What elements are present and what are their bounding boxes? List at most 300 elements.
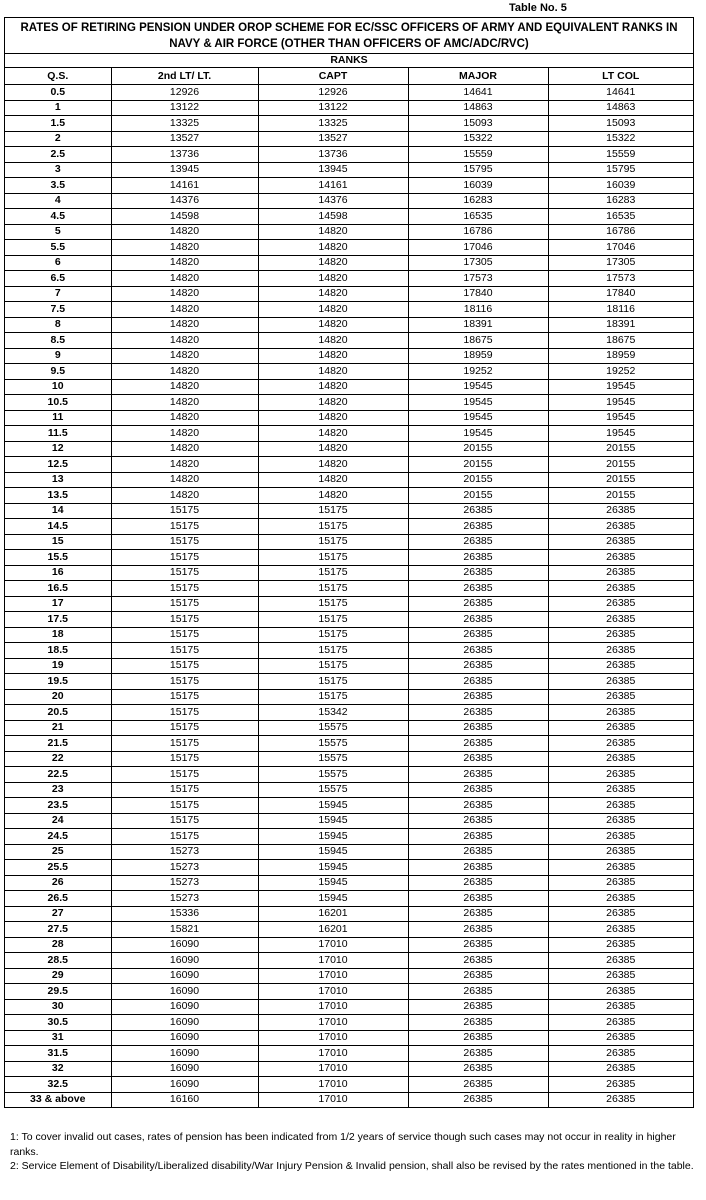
capt-cell: 14820 <box>258 271 408 287</box>
major-cell: 26385 <box>408 1092 548 1107</box>
lt-col-cell: 19252 <box>548 364 693 380</box>
major-cell: 19545 <box>408 379 548 395</box>
qs-cell: 22 <box>5 751 111 767</box>
lt-cell: 14820 <box>111 457 258 473</box>
lt-cell: 14820 <box>111 348 258 364</box>
ranks-header: RANKS <box>5 54 693 68</box>
qs-cell: 18.5 <box>5 643 111 659</box>
table-row <box>5 736 693 752</box>
qs-cell: 27 <box>5 906 111 922</box>
qs-cell: 8.5 <box>5 333 111 349</box>
lt-cell: 15175 <box>111 627 258 643</box>
table-row <box>5 286 693 302</box>
lt-cell: 15175 <box>111 674 258 690</box>
capt-cell: 17010 <box>258 953 408 969</box>
lt-cell: 15273 <box>111 891 258 907</box>
qs-cell: 20 <box>5 689 111 705</box>
lt-cell: 15175 <box>111 813 258 829</box>
qs-cell: 4.5 <box>5 209 111 225</box>
major-cell: 26385 <box>408 984 548 1000</box>
table-row <box>5 643 693 659</box>
qs-cell: 16.5 <box>5 581 111 597</box>
capt-cell: 17010 <box>258 968 408 984</box>
major-cell: 26385 <box>408 581 548 597</box>
qs-cell: 9 <box>5 348 111 364</box>
capt-cell: 14161 <box>258 178 408 194</box>
lt-col-cell: 26385 <box>548 767 693 783</box>
capt-cell: 14376 <box>258 193 408 209</box>
lt-cell: 16090 <box>111 937 258 953</box>
lt-cell: 15273 <box>111 844 258 860</box>
lt-col-cell: 20155 <box>548 488 693 504</box>
table-row <box>5 953 693 969</box>
lt-col-cell: 17573 <box>548 271 693 287</box>
table-row <box>5 937 693 953</box>
major-cell: 18675 <box>408 333 548 349</box>
major-cell: 20155 <box>408 441 548 457</box>
qs-cell: 30 <box>5 999 111 1015</box>
capt-cell: 13527 <box>258 131 408 147</box>
major-cell: 26385 <box>408 534 548 550</box>
column-header-qs: Q.S. <box>5 68 111 85</box>
capt-cell: 15175 <box>258 612 408 628</box>
table-row <box>5 596 693 612</box>
lt-col-cell: 26385 <box>606 1093 636 1106</box>
table-row <box>5 85 693 101</box>
lt-col-cell: 15795 <box>548 162 693 178</box>
lt-col-cell: 14863 <box>548 100 693 116</box>
lt-col-cell: 26385 <box>548 736 693 752</box>
capt-cell: 15945 <box>258 875 408 891</box>
major-cell: 26385 <box>408 550 548 566</box>
lt-col-cell: 26385 <box>548 782 693 798</box>
table-row <box>5 472 693 488</box>
lt-col-cell: 26385 <box>548 875 693 891</box>
major-cell: 16039 <box>408 178 548 194</box>
table-row <box>5 317 693 333</box>
qs-cell: 21 <box>5 720 111 736</box>
lt-col-cell: 26385 <box>548 612 693 628</box>
capt-cell: 13325 <box>258 116 408 132</box>
major-cell: 26385 <box>408 689 548 705</box>
capt-cell: 14820 <box>258 286 408 302</box>
lt-cell: 14820 <box>111 441 258 457</box>
qs-cell: 22.5 <box>5 767 111 783</box>
lt-col-cell: 19545 <box>548 410 693 426</box>
capt-cell: 15175 <box>258 565 408 581</box>
qs-cell: 14.5 <box>5 519 111 535</box>
major-cell: 26385 <box>408 720 548 736</box>
table-row <box>5 193 693 209</box>
major-cell: 16786 <box>408 224 548 240</box>
lt-col-cell: 19545 <box>548 426 693 442</box>
table-row <box>5 860 693 876</box>
lt-cell: 14820 <box>111 395 258 411</box>
major-cell: 19545 <box>408 395 548 411</box>
table-row <box>5 813 693 829</box>
lt-col-cell: 26385 <box>548 953 693 969</box>
lt-cell: 15175 <box>111 705 258 721</box>
lt-cell: 14820 <box>111 224 258 240</box>
capt-cell: 14820 <box>258 240 408 256</box>
lt-cell: 14376 <box>111 193 258 209</box>
lt-col-cell: 26385 <box>548 596 693 612</box>
lt-cell: 14820 <box>111 240 258 256</box>
capt-cell: 14820 <box>258 457 408 473</box>
capt-cell: 14820 <box>258 317 408 333</box>
lt-cell: 15175 <box>111 550 258 566</box>
table-row <box>5 441 693 457</box>
table-row <box>5 581 693 597</box>
qs-cell: 32.5 <box>5 1077 111 1093</box>
lt-col-cell: 15322 <box>548 131 693 147</box>
lt-col-cell: 18959 <box>548 348 693 364</box>
lt-cell: 15336 <box>111 906 258 922</box>
capt-cell: 14820 <box>258 395 408 411</box>
column-header-major: MAJOR <box>408 68 548 85</box>
table-row <box>5 968 693 984</box>
table-row <box>5 1046 693 1062</box>
major-cell: 18959 <box>408 348 548 364</box>
lt-cell: 15175 <box>111 720 258 736</box>
major-cell: 26385 <box>408 1030 548 1046</box>
table-row <box>5 689 693 705</box>
major-cell: 26385 <box>408 953 548 969</box>
lt-cell: 15175 <box>111 798 258 814</box>
lt-cell: 14820 <box>111 410 258 426</box>
lt-col-cell: 16283 <box>548 193 693 209</box>
major-cell: 20155 <box>408 488 548 504</box>
table-row <box>5 395 693 411</box>
major-cell: 14641 <box>408 85 548 101</box>
major-cell: 26385 <box>408 674 548 690</box>
lt-cell: 15273 <box>111 875 258 891</box>
major-cell: 26385 <box>408 1061 548 1077</box>
pension-rates-table <box>5 68 693 1107</box>
capt-cell: 15575 <box>258 767 408 783</box>
capt-cell: 17010 <box>258 1046 408 1062</box>
lt-cell: 14820 <box>111 426 258 442</box>
qs-cell: 32 <box>5 1061 111 1077</box>
capt-cell: 14820 <box>258 410 408 426</box>
qs-cell: 17 <box>5 596 111 612</box>
table-row <box>5 224 693 240</box>
major-cell: 26385 <box>408 891 548 907</box>
major-cell: 26385 <box>408 999 548 1015</box>
lt-col-cell: 26385 <box>548 1061 693 1077</box>
major-cell: 26385 <box>408 875 548 891</box>
lt-col-cell: 26385 <box>548 984 693 1000</box>
lt-col-cell: 26385 <box>548 519 693 535</box>
qs-cell: 12.5 <box>5 457 111 473</box>
lt-cell: 13945 <box>111 162 258 178</box>
capt-cell: 15175 <box>258 596 408 612</box>
table-row <box>5 534 693 550</box>
table-row <box>5 519 693 535</box>
lt-col-cell: 26385 <box>548 674 693 690</box>
major-cell: 17305 <box>408 255 548 271</box>
capt-cell: 14820 <box>258 348 408 364</box>
qs-cell: 33 & above <box>5 1092 111 1107</box>
table-row <box>5 999 693 1015</box>
table-row <box>5 457 693 473</box>
lt-col-cell: 20155 <box>548 441 693 457</box>
capt-cell: 15342 <box>258 705 408 721</box>
capt-cell: 15945 <box>258 844 408 860</box>
capt-cell: 17010 <box>258 1092 408 1107</box>
capt-cell: 14820 <box>258 472 408 488</box>
lt-col-cell: 26385 <box>548 581 693 597</box>
capt-cell: 15175 <box>258 534 408 550</box>
capt-cell: 15175 <box>258 689 408 705</box>
capt-cell: 17010 <box>258 937 408 953</box>
major-cell: 26385 <box>408 596 548 612</box>
qs-cell: 6 <box>5 255 111 271</box>
table-row <box>5 162 693 178</box>
table-row <box>5 1015 693 1031</box>
table-title: RATES OF RETIRING PENSION UNDER OROP SCHEME FOR EC/SSC OFFICERS OF ARMY AND EQUIVALENT RANKS IN NAVY & AIR FORCE (OTHER THAN OFFICERS OF AMC/ADC/RVC) <box>5 18 693 54</box>
capt-cell: 16201 <box>258 922 408 938</box>
major-cell: 19545 <box>408 426 548 442</box>
qs-cell: 1.5 <box>5 116 111 132</box>
capt-cell: 15175 <box>258 581 408 597</box>
qs-cell: 15.5 <box>5 550 111 566</box>
lt-cell: 15175 <box>111 519 258 535</box>
major-cell: 15322 <box>408 131 548 147</box>
lt-col-cell: 26385 <box>548 968 693 984</box>
table-row <box>5 410 693 426</box>
table-row <box>5 984 693 1000</box>
lt-cell: 14820 <box>111 488 258 504</box>
major-cell: 20155 <box>408 457 548 473</box>
lt-cell: 13122 <box>111 100 258 116</box>
table-row <box>5 503 693 519</box>
lt-col-cell: 26385 <box>548 813 693 829</box>
lt-cell: 16090 <box>111 1015 258 1031</box>
table-row <box>5 147 693 163</box>
capt-cell: 14820 <box>258 302 408 318</box>
capt-cell: 13122 <box>258 100 408 116</box>
table-row <box>5 612 693 628</box>
lt-col-cell: 26385 <box>548 922 693 938</box>
table-row <box>5 891 693 907</box>
table-row <box>5 844 693 860</box>
major-cell: 17573 <box>408 271 548 287</box>
major-cell: 26385 <box>408 968 548 984</box>
qs-cell: 2 <box>5 131 111 147</box>
qs-cell: 5 <box>5 224 111 240</box>
lt-col-cell: 26385 <box>548 860 693 876</box>
lt-col-cell: 26385 <box>548 705 693 721</box>
lt-col-cell: 17305 <box>548 255 693 271</box>
major-cell: 15795 <box>408 162 548 178</box>
lt-cell: 14820 <box>111 317 258 333</box>
qs-cell: 26.5 <box>5 891 111 907</box>
qs-cell: 7.5 <box>5 302 111 318</box>
qs-cell: 31.5 <box>5 1046 111 1062</box>
capt-cell: 14820 <box>258 255 408 271</box>
table-row <box>5 255 693 271</box>
table-row <box>5 271 693 287</box>
major-cell: 17840 <box>408 286 548 302</box>
qs-cell: 29 <box>5 968 111 984</box>
lt-cell: 16160 <box>111 1092 258 1107</box>
lt-col-cell: 15093 <box>548 116 693 132</box>
lt-cell: 13736 <box>111 147 258 163</box>
qs-cell: 11.5 <box>5 426 111 442</box>
table-row <box>5 720 693 736</box>
table-row <box>5 100 693 116</box>
major-cell: 17046 <box>408 240 548 256</box>
qs-cell: 18 <box>5 627 111 643</box>
major-cell: 26385 <box>408 565 548 581</box>
qs-cell: 12 <box>5 441 111 457</box>
footnote-2: 2: Service Element of Disability/Liberalized disability/War Injury Pension & Invalid pension, shall also be revised by the rates mentioned in the table. <box>10 1160 694 1172</box>
table-row <box>5 550 693 566</box>
major-cell: 26385 <box>408 627 548 643</box>
qs-cell: 20.5 <box>5 705 111 721</box>
lt-cell: 16090 <box>111 953 258 969</box>
lt-cell: 15175 <box>111 751 258 767</box>
table-row <box>5 674 693 690</box>
lt-col-cell: 26385 <box>548 798 693 814</box>
qs-cell: 15 <box>5 534 111 550</box>
qs-cell: 13.5 <box>5 488 111 504</box>
lt-cell: 14820 <box>111 364 258 380</box>
table-row <box>5 348 693 364</box>
major-cell: 26385 <box>408 813 548 829</box>
major-cell: 18116 <box>408 302 548 318</box>
qs-cell: 2.5 <box>5 147 111 163</box>
capt-cell: 14820 <box>258 379 408 395</box>
lt-col-cell: 26385 <box>548 689 693 705</box>
lt-cell: 16090 <box>111 968 258 984</box>
lt-col-cell: 26385 <box>548 1077 693 1093</box>
major-cell: 26385 <box>408 705 548 721</box>
lt-col-cell: 26385 <box>548 503 693 519</box>
table-row <box>5 767 693 783</box>
capt-cell: 15175 <box>258 643 408 659</box>
lt-col-cell: 16535 <box>548 209 693 225</box>
capt-cell: 15175 <box>258 658 408 674</box>
qs-cell: 3.5 <box>5 178 111 194</box>
lt-cell: 16090 <box>111 1061 258 1077</box>
qs-cell: 14 <box>5 503 111 519</box>
major-cell: 26385 <box>408 1046 548 1062</box>
column-header-lt-col: LT COL <box>548 68 693 85</box>
lt-cell: 15821 <box>111 922 258 938</box>
lt-col-cell: 26385 <box>548 751 693 767</box>
lt-col-cell: 26385 <box>548 1015 693 1031</box>
table-row <box>5 782 693 798</box>
lt-col-cell: 14641 <box>548 85 693 101</box>
qs-cell: 10 <box>5 379 111 395</box>
table-row <box>5 379 693 395</box>
lt-cell: 12926 <box>111 85 258 101</box>
qs-cell: 19.5 <box>5 674 111 690</box>
table-row <box>5 240 693 256</box>
lt-cell: 15175 <box>111 565 258 581</box>
lt-cell: 15175 <box>111 689 258 705</box>
major-cell: 26385 <box>408 767 548 783</box>
major-cell: 26385 <box>408 798 548 814</box>
qs-cell: 4 <box>5 193 111 209</box>
lt-col-cell: 16786 <box>548 224 693 240</box>
lt-col-cell: 26385 <box>548 627 693 643</box>
major-cell: 19545 <box>408 410 548 426</box>
lt-cell: 16090 <box>111 1077 258 1093</box>
qs-cell: 23 <box>5 782 111 798</box>
table-row <box>5 178 693 194</box>
capt-cell: 14820 <box>258 441 408 457</box>
lt-col-cell: 26385 <box>548 891 693 907</box>
table-row <box>5 906 693 922</box>
table-row <box>5 364 693 380</box>
capt-cell: 14820 <box>258 488 408 504</box>
capt-cell: 15175 <box>258 674 408 690</box>
major-cell: 26385 <box>408 937 548 953</box>
major-cell: 26385 <box>408 612 548 628</box>
pension-table-container <box>4 17 694 1108</box>
capt-cell: 14820 <box>258 364 408 380</box>
table-row <box>5 565 693 581</box>
capt-cell: 15945 <box>258 891 408 907</box>
lt-col-cell: 16039 <box>548 178 693 194</box>
lt-cell: 14820 <box>111 333 258 349</box>
table-row <box>5 829 693 845</box>
capt-cell: 17010 <box>258 1077 408 1093</box>
capt-cell: 15175 <box>258 627 408 643</box>
lt-col-cell: 26385 <box>548 565 693 581</box>
lt-cell: 15175 <box>111 782 258 798</box>
table-row <box>5 1092 693 1107</box>
major-cell: 26385 <box>408 751 548 767</box>
lt-col-cell: 17840 <box>548 286 693 302</box>
lt-cell: 14820 <box>111 379 258 395</box>
table-row <box>5 426 693 442</box>
major-cell: 16535 <box>408 209 548 225</box>
major-cell: 26385 <box>408 643 548 659</box>
major-cell: 26385 <box>408 860 548 876</box>
lt-cell: 15175 <box>111 596 258 612</box>
capt-cell: 17010 <box>258 1015 408 1031</box>
capt-cell: 14598 <box>258 209 408 225</box>
capt-cell: 17010 <box>258 999 408 1015</box>
lt-cell: 15175 <box>111 767 258 783</box>
major-cell: 15559 <box>408 147 548 163</box>
qs-cell: 29.5 <box>5 984 111 1000</box>
capt-cell: 14820 <box>258 426 408 442</box>
lt-cell: 15175 <box>111 829 258 845</box>
table-row <box>5 302 693 318</box>
lt-cell: 13325 <box>111 116 258 132</box>
lt-col-cell: 26385 <box>548 534 693 550</box>
qs-cell: 17.5 <box>5 612 111 628</box>
lt-col-cell: 26385 <box>548 658 693 674</box>
table-row <box>5 658 693 674</box>
table-row <box>5 922 693 938</box>
lt-cell: 15175 <box>111 503 258 519</box>
lt-col-cell: 26385 <box>548 1046 693 1062</box>
capt-cell: 15575 <box>258 782 408 798</box>
lt-col-cell: 26385 <box>548 643 693 659</box>
major-cell: 15093 <box>408 116 548 132</box>
lt-col-cell: 26385 <box>548 844 693 860</box>
qs-cell: 10.5 <box>5 395 111 411</box>
capt-cell: 13945 <box>258 162 408 178</box>
major-cell: 26385 <box>408 519 548 535</box>
major-cell: 16283 <box>408 193 548 209</box>
